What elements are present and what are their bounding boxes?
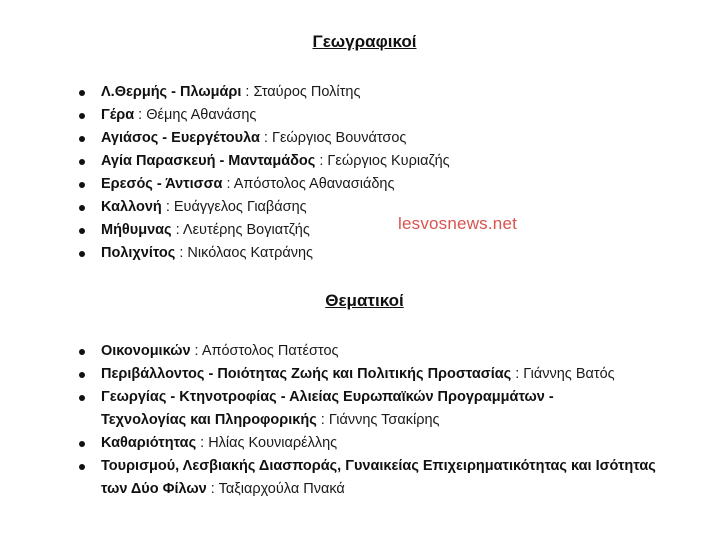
- bullet-icon: [79, 464, 85, 470]
- bullet-icon: [79, 395, 85, 401]
- bullet-icon: [79, 372, 85, 378]
- item-person: Γιάννης Βατός: [523, 366, 615, 382]
- list-item: Αγία Παρασκευή - Μανταμάδος : Γεώργιος Κυριαζής: [79, 150, 679, 173]
- bullet-icon: [79, 136, 85, 142]
- list-item: Οικονομικών : Απόστολος Πατέστος: [79, 340, 679, 363]
- item-person: Ηλίας Κουνιαρέλλης: [208, 435, 338, 451]
- item-person: Γιάννης Τσακίρης: [328, 412, 440, 428]
- item-region: Οικονομικών: [101, 343, 191, 359]
- bullet-icon: [79, 90, 85, 96]
- list-item: Τουρισμού, Λεσβιακής Διασποράς, Γυναικείας Επιχειρηματικότητας και Ισότητας των Δύο Φίλων : Ταξιαρχούλα Πνακά: [79, 455, 676, 501]
- item-region: Καθαριότητας: [101, 435, 197, 451]
- item-person: Νικόλαος Κατράνης: [187, 245, 314, 261]
- item-region: Γεωργίας - Κτηνοτροφίας - Αλιείας Ευρωπαϊκών Προγραμμάτων - Τεχνολογίας και Πληροφορικής: [101, 389, 554, 428]
- bullet-icon: [79, 113, 85, 119]
- list-item: Αγιάσος - Ευεργέτουλα : Γεώργιος Βουνάτσος: [79, 127, 679, 150]
- list-item: Γέρα : Θέμης Αθανάσης: [79, 104, 679, 127]
- list-item: Πολιχνίτος : Νικόλαος Κατράνης: [79, 242, 679, 265]
- list-item: Μήθυμνας : Λευτέρης Βογιατζής: [79, 219, 679, 242]
- bullet-icon: [79, 228, 85, 234]
- bullet-icon: [79, 159, 85, 165]
- list-item: Καλλονή : Ευάγγελος Γιαβάσης: [79, 196, 679, 219]
- item-region: Μήθυμνας: [101, 222, 172, 238]
- item-person: Γεώργιος Βουνάτσος: [271, 130, 407, 146]
- item-region: Γέρα: [101, 107, 135, 123]
- bullet-icon: [79, 349, 85, 355]
- geographic-list: [79, 81, 679, 265]
- item-region: Αγία Παρασκευή - Μανταμάδος: [101, 153, 316, 169]
- item-region: Καλλονή: [101, 199, 162, 215]
- watermark-text: lesvosnews.net: [398, 214, 518, 233]
- item-person: Ευάγγελος Γιαβάσης: [173, 199, 307, 215]
- item-region: Περιβάλλοντος - Ποιότητας Ζωής και Πολιτικής Προστασίας: [101, 366, 512, 382]
- list-item: Λ.Θερμής - Πλωμάρι : Σταύρος Πολίτης: [79, 81, 679, 104]
- thematic-list: [79, 340, 679, 501]
- item-person: Θέμης Αθανάσης: [146, 107, 257, 123]
- item-person: Ταξιαρχούλα Πνακά: [218, 481, 345, 497]
- item-person: Σταύρος Πολίτης: [253, 84, 361, 100]
- item-region: Τουρισμού, Λεσβιακής Διασποράς, Γυναικείας Επιχειρηματικότητας και Ισότητας των Δύο Φίλων: [101, 458, 656, 497]
- item-person: Απόστολος Αθανασιάδης: [233, 176, 395, 192]
- item-region: Λ.Θερμής - Πλωμάρι: [101, 84, 242, 100]
- bullet-icon: [79, 441, 85, 447]
- section-title-thematic: Θεματικοί: [325, 291, 404, 310]
- item-region: Ερεσός - Άντισσα: [101, 176, 223, 192]
- item-region: Αγιάσος - Ευεργέτουλα: [101, 130, 260, 146]
- bullet-icon: [79, 251, 85, 257]
- bullet-icon: [79, 205, 85, 211]
- list-item: Καθαριότητας : Ηλίας Κουνιαρέλλης: [79, 432, 679, 455]
- list-item: Περιβάλλοντος - Ποιότητας Ζωής και Πολιτικής Προστασίας : Γιάννης Βατός: [79, 363, 679, 386]
- list-item: Ερεσός - Άντισσα : Απόστολος Αθανασιάδης: [79, 173, 679, 196]
- item-person: Απόστολος Πατέστος: [201, 343, 339, 359]
- bullet-icon: [79, 182, 85, 188]
- section-title-geographic: Γεωγραφικοί: [312, 32, 417, 51]
- item-region: Πολιχνίτος: [101, 245, 176, 261]
- item-person: Γεώργιος Κυριαζής: [327, 153, 450, 169]
- list-item: Γεωργίας - Κτηνοτροφίας - Αλιείας Ευρωπαϊκών Προγραμμάτων - Τεχνολογίας και Πληροφορικής : Γιάννης Τσακίρης: [79, 386, 621, 432]
- item-person: Λευτέρης Βογιατζής: [182, 222, 310, 238]
